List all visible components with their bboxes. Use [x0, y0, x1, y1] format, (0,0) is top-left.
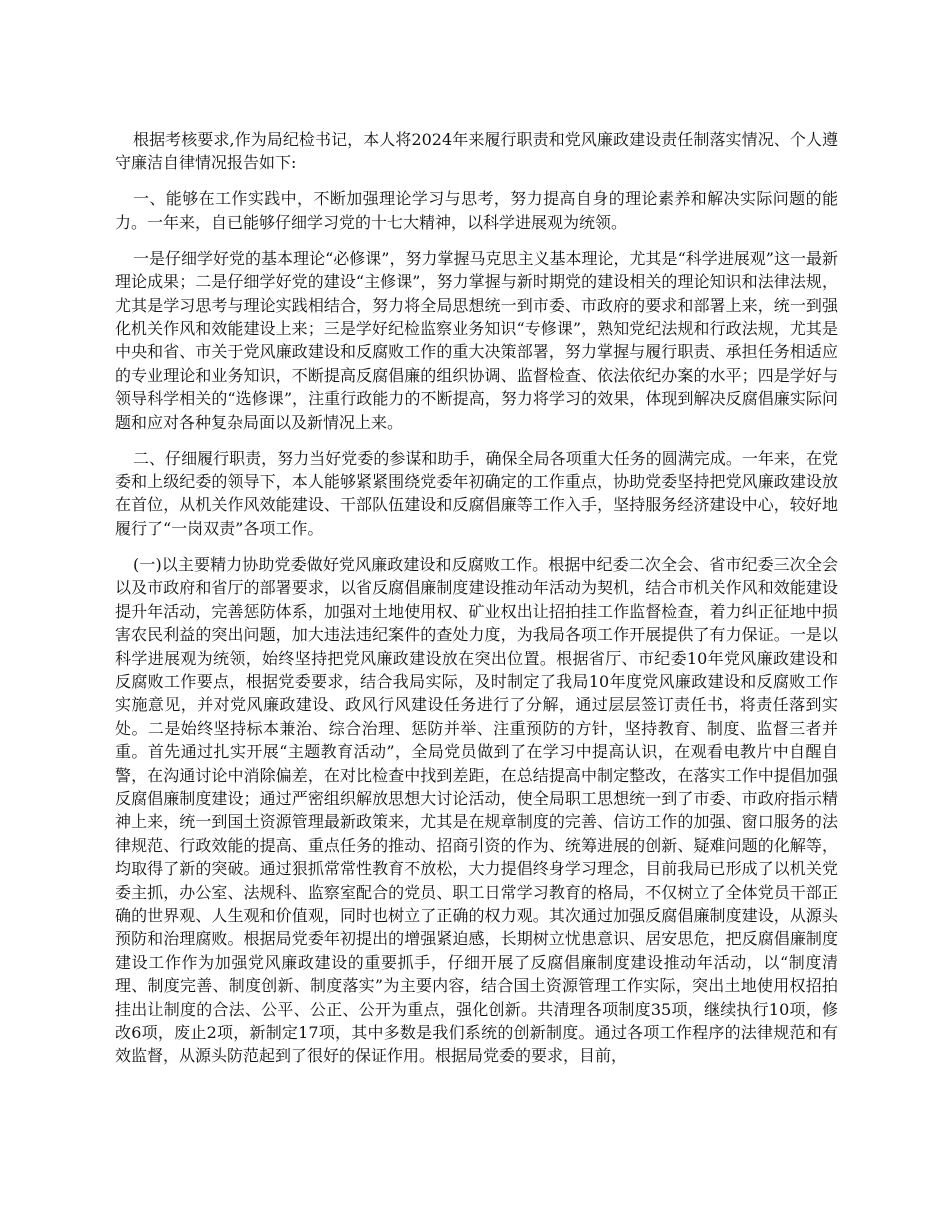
intro-paragraph: 根据考核要求,作为局纪检书记，本人将2024年来履行职责和党风廉政建设责任制落实情况、个人遵守廉洁自律情况报告如下: [115, 130, 838, 173]
subsection-one-paragraph: (一)以主要精力协助党委做好党风廉政建设和反腐败工作。根据中纪委二次全会、省市纪委三次全会以及市政府和省厅的部署要求，以省反腐倡廉制度建设推动年活动为契机，结合市机关作风和效能建设提升年活动，完善惩防体系，加强对土地使用权、矿业权出让招拍挂工作监督检查，着力纠正征地中损害农民利益的突出问题，加大违法违纪案件的查处力度，为我局各项工作开展提供了有力保证。一是以科学进展观为统领，始终坚持把党风廉政建设放在突出位置。根据省厅、市纪委10年党风廉政建设和反腐败工作要点，根据党委要求，结合我局实际，及时制定了我局10年度党风廉政建设和反腐败工作实施意见，并对党风廉政建设、政风行风建设任务进行了分解，通过层层签订责任书，将责任落到实处。二是始终坚持标本兼治、综合治理、惩防并举、注重预防的方针，坚持教育、制度、监督三者并重。首先通过扎实开展“主题教育活动”，全局党员做到了在学习中提高认识，在观看电教片中自醒自警，在沟通讨论中消除偏差，在对比检查中找到差距，在总结提高中制定整改，在落实工作中提倡加强反腐倡廉制度建设；通过严密组织解放思想大讨论活动，使全局职工思想统一到了市委、市政府指示精神上来，统一到国土资源管理最新政策来，尤其是在规章制度的完善、信访工作的加强、窗口服务的法律规范、行政效能的提高、重点任务的推动、招商引资的作为、统筹进展的创新、疑难问题的化解等，均取得了新的突破。通过狠抓常常性教育不放松，大力提倡终身学习理念，目前我局已形成了以机关党委主抓，办公室、法规科、监察室配合的党员、职工日常学习教育的格局，不仅树立了全体党员干部正确的世界观、人生观和价值观，同时也树立了正确的权力观。其次通过加强反腐倡廉制度建设，从源头预防和治理腐败。根据局党委年初提出的增强紧迫感，长期树立忧患意识、居安思危，把反腐倡廉制度建设工作作为加强党风廉政建设的重要抓手，仔细开展了反腐倡廉制度建设推动年活动，以“制度清理、制度完善、制度创新、制度落实”为主要内容，结合国土资源管理工作实际，突出土地使用权招拍挂出让制度的合法、公平、公正、公开为重点，强化创新。共清理各项制度35项，继续执行10项，修改6项，废止2项，新制定17项，其中多数是我们系统的创新制度。通过各项工作程序的法律规范和有效监督，从源头防范起到了很好的保证作用。根据局党委的要求，目前， [115, 554, 838, 1066]
study-detail-paragraph: 一是仔细学好党的基本理论“必修课”，努力掌握马克思主义基本理论，尤其是“科学进展观”这一最新理论成果；二是仔细学好党的建设“主修课”，努力掌握与新时期党的建设相关的理论知识和法律法规，尤其是学习思考与理论实践相结合，努力将全局思想统一到市委、市政府的要求和部署上来，统一到强化机关作风和效能建设上来；三是学好纪检监察业务知识“专修课”，熟知党纪法规和行政法规，尤其是中央和省、市关于党风廉政建设和反腐败工作的重大决策部署，努力掌握与履行职责、承担任务相适应的专业理论和业务知识，不断提高反腐倡廉的组织协调、监督检查、依法依纪办案的水平；四是学好与领导科学相关的“选修课”，注重行政能力的不断提高，努力将学习的效果，体现到解决反腐倡廉实际问题和应对各种复杂局面以及新情况上来。 [115, 248, 838, 432]
document-page [115, 128, 838, 1080]
section-two-paragraph: 二、仔细履行职责，努力当好党委的参谋和助手，确保全局各项重大任务的圆满完成。一年来，在党委和上级纪委的领导下，本人能够紧紧围绕党委年初确定的工作重点，协助党委坚持把党风廉政建设放在首位，从机关作风效能建设、干部队伍建设和反腐倡廉等工作入手，坚持服务经济建设中心，较好地履行了“一岗双责”各项工作。 [115, 448, 838, 538]
section-one-paragraph: 一、能够在工作实践中，不断加强理论学习与思考，努力提高自身的理论素养和解决实际问题的能力。一年来，自已能够仔细学习党的十七大精神，以科学进展观为统领。 [115, 189, 838, 232]
